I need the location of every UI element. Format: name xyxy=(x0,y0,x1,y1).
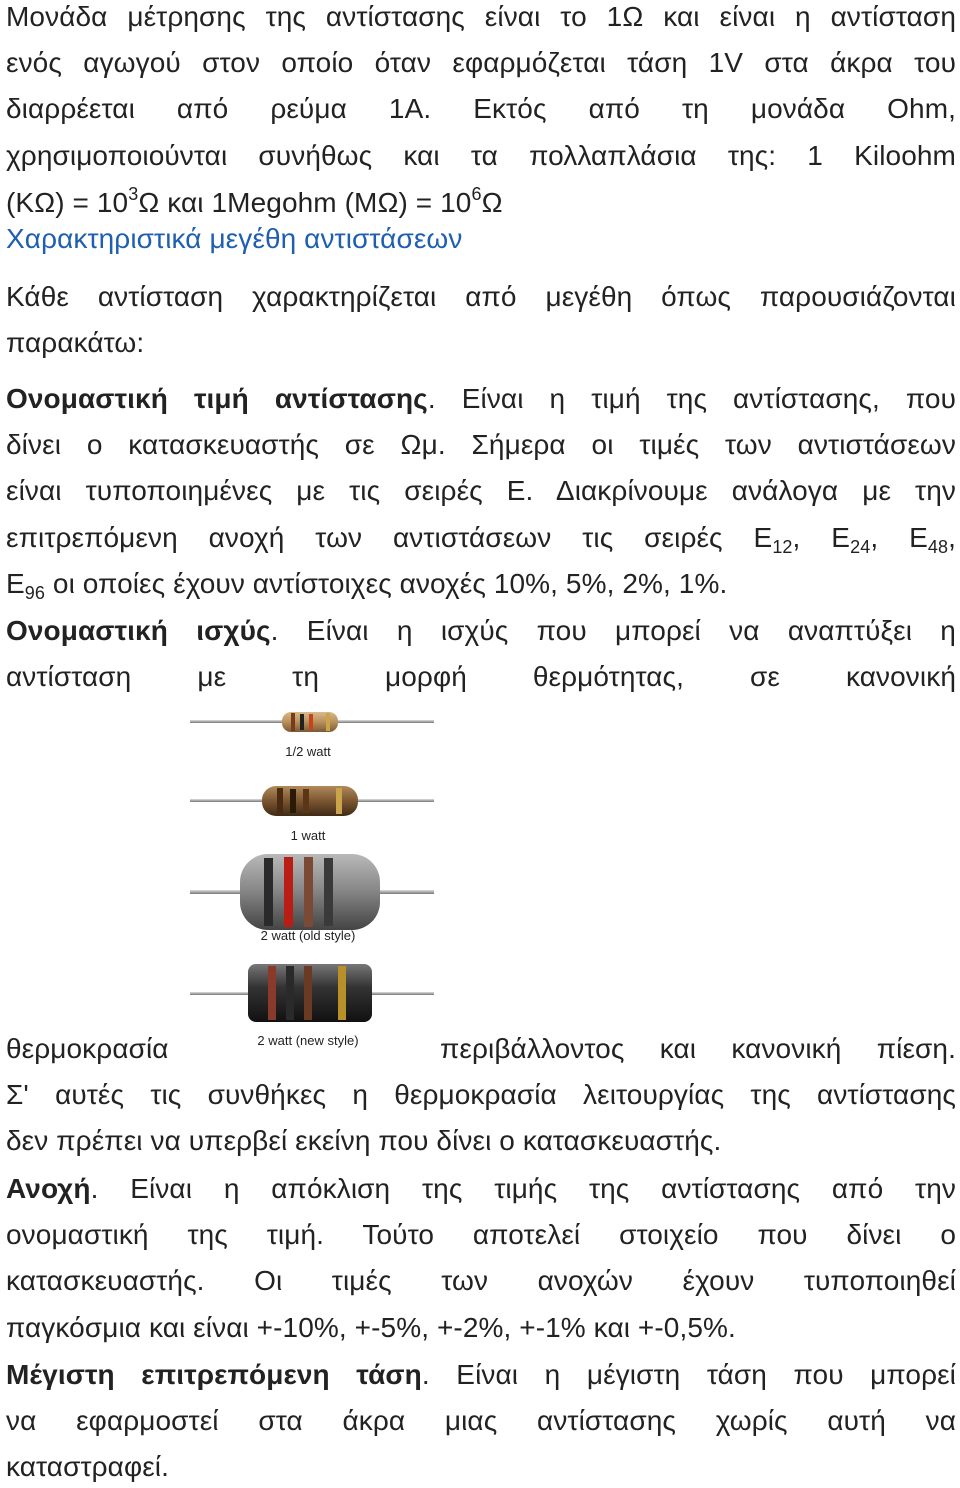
para-unit-line-3: διαρρέεται από ρεύμα 1Α. Εκτός από τη μονάδα Ohm, xyxy=(6,93,956,124)
term-nominal-value: Ονομαστική τιμή αντίστασης xyxy=(6,383,428,414)
subscript: 12 xyxy=(772,537,793,557)
text-fragment: Ω και 1Megohm (ΜΩ) = 10 xyxy=(138,187,472,218)
tolerance-line-1 xyxy=(6,1172,956,1206)
tolerance-line-4: παγκόσμια και είναι +-10%, +-5%, +-2%, +-1% και +-0,5%. xyxy=(6,1312,736,1343)
resistor-wattage-figure xyxy=(188,708,436,1048)
text-fragment: . Είναι η απόκλιση της τιμής της αντίστασης από την xyxy=(90,1173,956,1204)
text-fragment: . Είναι η τιμή της αντίστασης, που xyxy=(427,383,956,414)
subscript: 48 xyxy=(927,537,949,557)
resistor-two-watt-new xyxy=(190,964,434,1048)
subscript: 24 xyxy=(850,537,871,557)
label-two-watt-new: 2 watt (new style) xyxy=(257,1033,359,1048)
superscript: 3 xyxy=(128,184,139,204)
text-fragment: , Ε xyxy=(792,522,851,553)
nominal-power-line-1 xyxy=(6,614,956,648)
text-fragment: . Είναι η ισχύς που μπορεί να αναπτύξει η xyxy=(270,615,956,646)
resistor-figure-svg xyxy=(188,708,436,1048)
text-fragment: επιτρεπόμενη ανοχή των αντιστάσεων τις σειρές Ε xyxy=(6,522,773,553)
tolerance-line-2: ονομαστική της τιμή. Τούτο αποτελεί στοιχείο που δίνει ο xyxy=(6,1219,956,1250)
nominal-value-line-4 xyxy=(6,521,956,555)
nominal-value-line-3: είναι τυποποιημένες με τις σειρές Ε. Διακρίνουμε ανάλογα με την xyxy=(6,475,956,506)
subscript: 96 xyxy=(24,583,46,603)
text-fragment: . Είναι η μέγιστη τάση που μπορεί xyxy=(421,1359,957,1390)
nominal-power-line-3b: περιβάλλοντος και κανονική πίεση. xyxy=(440,1033,956,1064)
resistor-two-watt-old xyxy=(190,854,434,943)
term-nominal-power: Ονομαστική ισχύς xyxy=(6,615,271,646)
para-unit-line-2: ενός αγωγού στον οποίο όταν εφαρμόζεται τάση 1V στα άκρα του xyxy=(6,47,956,78)
max-voltage-line-2: να εφαρμοστεί στα άκρα μιας αντίστασης χωρίς αυτή να xyxy=(6,1405,956,1436)
para-unit-line-4: χρησιμοποιούνται συνήθως και τα πολλαπλάσια της: 1 Kiloohm xyxy=(6,140,956,171)
intro-line-2: παρακάτω: xyxy=(6,327,145,358)
resistor-half-watt xyxy=(190,712,434,759)
text-fragment: Ω xyxy=(481,187,503,218)
para-unit-line-5 xyxy=(6,186,956,220)
resistor-one-watt xyxy=(190,786,434,843)
tolerance-line-3: κατασκευαστής. Οι τιμές των ανοχών έχουν τυποποιηθεί xyxy=(6,1265,956,1296)
text-fragment: (ΚΩ) = 10 xyxy=(6,187,129,218)
nominal-power-line-4: Σ' αυτές τις συνθήκες η θερμοκρασία λειτουργίας της αντίστασης xyxy=(6,1079,956,1110)
superscript: 6 xyxy=(471,184,482,204)
max-voltage-line-3: καταστραφεί. xyxy=(6,1451,169,1482)
section-heading: Χαρακτηριστικά μεγέθη αντιστάσεων xyxy=(6,223,463,254)
max-voltage-line-1 xyxy=(6,1358,956,1392)
para-unit-line-1: Μονάδα μέτρησης της αντίστασης είναι το 1Ω και είναι η αντίσταση xyxy=(6,1,956,32)
nominal-value-line-1 xyxy=(6,382,956,416)
label-half-watt: 1/2 watt xyxy=(285,744,331,759)
term-max-voltage: Μέγιστη επιτρεπόμενη τάση xyxy=(6,1359,422,1390)
nominal-power-line-5: δεν πρέπει να υπερβεί εκείνη που δίνει ο κατασκευαστής. xyxy=(6,1125,722,1156)
text-fragment: , xyxy=(948,522,956,553)
nominal-power-line-3a: θερμοκρασία xyxy=(6,1033,169,1064)
label-one-watt: 1 watt xyxy=(290,828,326,843)
intro-line-1: Κάθε αντίσταση χαρακτηρίζεται από μεγέθη όπως παρουσιάζονται xyxy=(6,281,956,312)
text-fragment: Ε xyxy=(6,568,25,599)
label-two-watt-old: 2 watt (old style) xyxy=(260,928,356,943)
nominal-power-line-2: αντίσταση με τη μορφή θερμότητας, σε κανονική xyxy=(6,661,956,692)
text-fragment: , Ε xyxy=(870,522,928,553)
nominal-value-line-5 xyxy=(6,567,956,601)
nominal-value-line-2: δίνει ο κατασκευαστής σε Ωμ. Σήμερα οι τιμές των αντιστάσεων xyxy=(6,429,956,460)
term-tolerance: Ανοχή xyxy=(6,1173,91,1204)
text-fragment: οι οποίες έχουν αντίστοιχες ανοχές 10%, 5%, 2%, 1%. xyxy=(45,568,728,599)
